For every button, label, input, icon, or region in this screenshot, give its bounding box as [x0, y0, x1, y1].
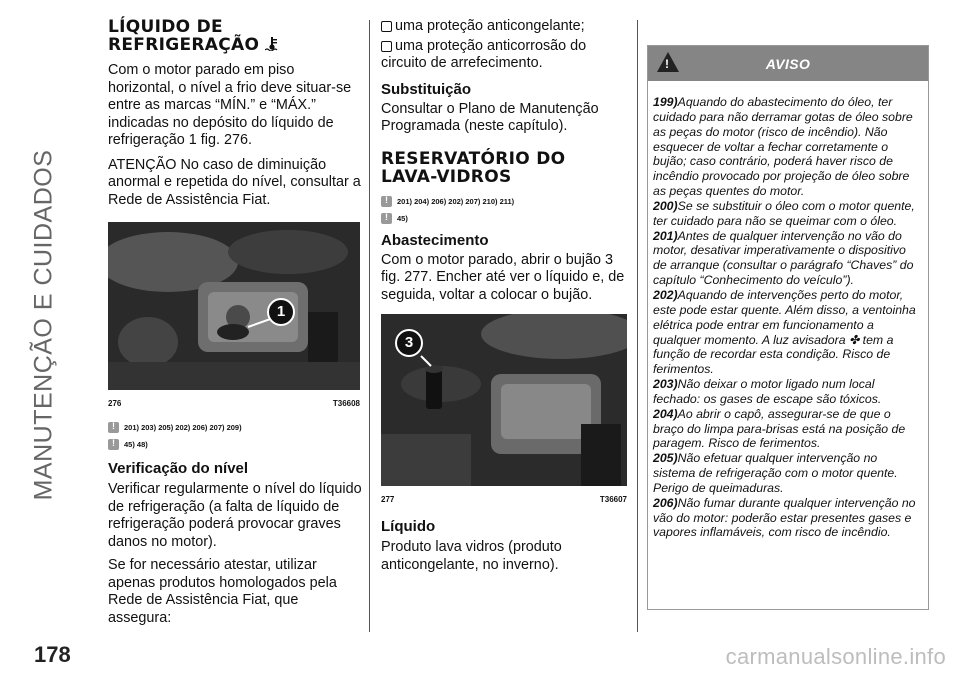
warning-item-number: 203): [653, 377, 678, 392]
warning-item-text: Não deixar o motor ligado num local fechado: os gases de escape são tóxicos.: [653, 377, 882, 406]
warning-box-title: AVISO: [765, 55, 811, 72]
warning-item: [653, 377, 922, 407]
replacement-heading: Substituição: [381, 80, 472, 98]
warning-item-number: 204): [653, 406, 678, 421]
warning-item-number: 202): [653, 287, 678, 302]
coolant-temperature-icon: [265, 37, 279, 51]
replacement-paragraph: Consultar o Plano de Manutenção Programada (neste capítulo).: [381, 100, 599, 134]
figure-caption: [108, 390, 360, 410]
warning-item: [653, 496, 922, 541]
warning-item-number: 201): [653, 228, 678, 243]
warning-references: ! 201) 203) 205) 202) 206) 207) 209): [108, 422, 362, 433]
list-item: uma proteção anticongelante;: [381, 18, 627, 36]
coolant-title: LÍQUIDO DE REFRIGERAÇÃO: [108, 18, 362, 54]
washer-title: RESERVATÓRIO DO LAVA-VIDROS: [381, 148, 566, 187]
warning-item: [653, 451, 922, 496]
callout-1: 1: [267, 298, 295, 326]
caution-references: ! 45): [381, 213, 627, 224]
warning-icon: [381, 196, 392, 207]
warning-item: [653, 95, 922, 199]
coolant-paragraph: Com o motor parado em piso horizontal, o nível a frio deve situar-se entre as marcas “MÍN.” e “MÁX.” indicadas no depósito do líquido de refrigeração 1 fig. 276.: [108, 62, 352, 148]
filling-paragraph: Com o motor parado, abrir o bujão 3 fig. 277. Encher até ver o líquido e, de seguida, voltar a colocar o bujão.: [381, 251, 625, 303]
warning-item-text: Aquando de intervenções perto do motor, este pode estar quente. Além disso, a ventoinha elétrica pode entrar em funcionamento a qualquer momento. A luz avisadora ✤ tem a função de recordar esta condição. Risco de ferimentos.: [653, 287, 916, 377]
warning-box-header: [648, 46, 928, 81]
figure-caption: [381, 486, 627, 506]
level-check-heading: Verificação do nível: [108, 460, 249, 477]
warning-item-text: Antes de qualquer intervenção no vão do motor, desativar imperativamente o dispositivo de arranque (consultar o parágrafo “Chaves” do capítulo “Conhecimento do veículo”).: [653, 228, 914, 288]
warning-list: [648, 81, 928, 540]
warning-item-text: Se se substituir o óleo com o motor quente, ter cuidado para não se queimar com o óleo.: [653, 198, 915, 228]
engine-photo: [108, 222, 360, 392]
warning-item: [653, 288, 922, 377]
list-item: uma proteção anticorrosão do: [381, 38, 627, 56]
warning-item: [653, 229, 922, 288]
column-divider: [637, 20, 638, 632]
chapter-side-title: MANUTENÇÃO E CUIDADOS: [29, 149, 58, 501]
warning-item-text: Não fumar durante qualquer intervenção no vão do motor: poderão estar presentes gases e vapores inflamáveis, com risco de incêndio.: [653, 495, 916, 540]
warning-item-text: Aquando do abastecimento do óleo, ter cuidado para não derramar gotas de óleo sobre as peças do motor (risco de incêndio). Não esquecer de voltar a fechar corretamente o bujão; caso contrário, poderá haver risco de incêndio provocado por projeção de óleo sobre as peças quentes do motor.: [653, 95, 913, 199]
fluid-heading: Líquido: [381, 518, 436, 535]
warning-item-text: Ao abrir o capô, assegurar-se de que o braço do limpa para-brisas está na posição de paragem. Risco de ferimentos.: [653, 406, 906, 451]
figure-276: [108, 222, 360, 410]
bullet-icon: [381, 41, 392, 52]
coolant-column: [108, 18, 362, 627]
figure-277: [381, 314, 627, 506]
warning-item-number: 200): [653, 198, 678, 213]
list-item-continuation: circuito de arrefecimento.: [381, 55, 543, 71]
warning-triangle-icon: !: [657, 52, 679, 72]
warning-item-text: Não efetuar qualquer intervenção no sistema de refrigeração com o motor quente. Perigo de queimaduras.: [653, 451, 898, 495]
caution-icon: [381, 213, 392, 224]
fluid-paragraph: Produto lava vidros (produto anticongelante, no inverno).: [381, 539, 562, 573]
callout-3: 3: [395, 329, 423, 357]
watermark: carmanualsonline.info: [725, 644, 946, 669]
coolant-attention: ATENÇÃO No caso de diminuição anormal e repetida do nível, consultar a Rede de Assistência Fiat.: [108, 156, 361, 208]
column-divider: [369, 20, 370, 632]
figure-code: T36608: [332, 399, 360, 408]
warning-item-number: 206): [653, 495, 678, 510]
page-number: 178: [34, 642, 71, 667]
figure-number: 277: [381, 495, 395, 504]
warning-item-number: 205): [653, 451, 678, 466]
warning-box: [647, 45, 929, 610]
figure-number: 276: [108, 399, 122, 408]
caution-references: ! 45) 48): [108, 439, 362, 450]
topup-paragraph: Se for necessário atestar, utilizar apenas produtos homologados pela Rede de Assistência Fiat, que assegura:: [108, 557, 337, 626]
warning-item: [653, 199, 922, 229]
warning-icon: [108, 422, 119, 433]
bullet-icon: [381, 21, 392, 32]
filling-heading: Abastecimento: [381, 231, 489, 249]
warning-references: ! 201) 204) 206) 202) 207) 210) 211): [381, 196, 627, 207]
warning-item-number: 199): [653, 95, 678, 109]
figure-code: T36607: [599, 495, 627, 504]
washer-column: [381, 18, 627, 574]
level-check-paragraph: Verificar regularmente o nível do líquido de refrigeração (a falta de líquido de refrigeração poderá provocar graves danos no motor).: [108, 481, 362, 550]
warning-item: [653, 407, 922, 452]
caution-icon: [108, 439, 119, 450]
